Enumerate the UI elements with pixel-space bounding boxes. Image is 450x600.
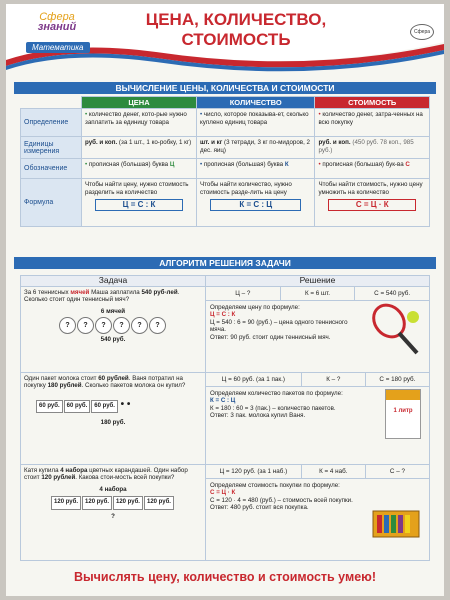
price-formula-text: Чтобы найти цену, нужно стоимость разделить на количество — [85, 181, 189, 196]
quantity-units: шт. и кг (3 тетради, 3 кг по-мидоров, 2 дес. яиц) — [197, 137, 315, 159]
cost-formula-cell — [315, 179, 430, 227]
task-2 — [21, 372, 206, 464]
row-label-notation: Обозначение — [21, 159, 82, 179]
row-label-units: Единицы измерения — [21, 137, 82, 159]
task-1 — [21, 286, 206, 372]
task-3-diagram — [24, 496, 202, 510]
section2-title: АЛГОРИТМ РЕШЕНИЯ ЗАДАЧИ — [14, 257, 436, 269]
price-formula-cell — [82, 179, 197, 227]
price-units: руб. и коп. (за 1 шт., 1 ко-робку, 1 кг) — [82, 137, 197, 159]
ball-placeholder: ? — [131, 317, 148, 334]
solution-1-calc: Ц = 540 : 6 = 90 (руб.) – цена одного теннисного мяча. — [210, 318, 348, 333]
carton-top — [386, 390, 420, 400]
col-solution-header: Решение — [206, 276, 430, 287]
task-3 — [21, 464, 206, 560]
solution-3-cost: С – ? — [389, 467, 405, 475]
subject-label: Математика — [26, 42, 90, 53]
task-2-diagram — [36, 400, 202, 414]
ball-placeholder: ? — [77, 317, 94, 334]
price-definition: • количество денег, кото-рые нужно заплатить за единицу товара — [82, 109, 197, 137]
task-row-3 — [21, 464, 430, 560]
task-row-1 — [21, 286, 430, 372]
page-title — [126, 10, 346, 50]
col-task-header: Задача — [21, 276, 206, 287]
footer-slogan: Вычислять цену, количество и стоимость умею! — [73, 570, 377, 584]
row-definition — [21, 109, 430, 137]
solution-1-determine: Определяем цену по формуле: — [210, 303, 300, 311]
solution-1-quantity: К = 6 шт. — [281, 287, 356, 300]
row-label-formula: Формула — [21, 179, 82, 227]
task-2-total: 180 руб. — [100, 419, 126, 426]
set-price-box: 120 руб. — [51, 496, 81, 510]
publisher-logo — [24, 12, 90, 32]
ball-placeholder: ? — [113, 317, 130, 334]
price-box: 60 руб. — [91, 400, 118, 414]
publisher-mark: Сфера — [410, 24, 434, 40]
solution-2-answer: Ответ: 3 пак. молока купил Ваня. — [210, 412, 306, 419]
set-price-box: 120 руб. — [82, 496, 112, 510]
solution-2 — [206, 372, 430, 464]
cost-formula: С = Ц · К — [328, 199, 416, 210]
solution-2-values — [206, 373, 429, 387]
price-notation: • прописная (большая) буква Ц — [82, 159, 197, 179]
row-label-definition: Определение — [21, 109, 82, 137]
solution-3-formula: С = Ц · К — [210, 489, 236, 496]
solution-1-price: Ц – ? — [206, 287, 281, 300]
cost-formula-text: Чтобы найти стоимость, нужно цену умножить на количество — [318, 181, 423, 196]
section1-title: ВЫЧИСЛЕНИЕ ЦЕНЫ, КОЛИЧЕСТВА И СТОИМОСТИ — [14, 82, 436, 94]
solution-2-formula: К = С : Ц — [210, 397, 236, 404]
col-quantity-header: КОЛИЧЕСТВО — [197, 97, 315, 109]
pencil-set-icon — [371, 505, 423, 539]
title-line-2: СТОИМОСТЬ — [181, 30, 291, 49]
col-price-header: ЦЕНА — [82, 97, 197, 109]
tennis-racket-icon — [367, 301, 425, 359]
algorithm-table-header — [21, 276, 430, 287]
solution-2-cost: С = 180 руб. — [379, 375, 416, 383]
ball-placeholder: ? — [59, 317, 76, 334]
quantity-formula-cell — [197, 179, 315, 227]
solution-3-calc: С = 120 · 4 = 480 (руб.) – стоимость всей покупки. — [210, 496, 353, 504]
solution-3-values — [206, 465, 429, 479]
task-1-diagram — [24, 317, 202, 334]
solution-1-cost: С = 540 руб. — [374, 289, 411, 297]
more-dots: • • — [120, 398, 131, 410]
solution-1-body — [206, 301, 429, 345]
task-1-diagram-label: 6 мячей — [100, 307, 126, 315]
task-3-total: ? — [111, 512, 115, 520]
row-formula — [21, 179, 430, 227]
title-line-1: ЦЕНА, КОЛИЧЕСТВО, — [145, 10, 327, 29]
cost-units: руб. и коп. (450 руб. 78 коп., 985 руб.) — [315, 137, 430, 159]
logo-top-text: Сфера — [39, 11, 75, 23]
task-3-diagram-label: 4 набора — [99, 485, 127, 493]
solution-1-formula: Ц = С : К — [210, 311, 236, 318]
solution-1-answer: Ответ: 90 руб. стоит один теннисный мяч. — [210, 333, 331, 341]
solution-3-price: Ц = 120 руб. (за 1 наб.) — [206, 465, 302, 478]
row-notation — [21, 159, 430, 179]
calc-table — [20, 96, 430, 227]
empty-corner — [21, 97, 82, 109]
solution-2-calc: К = 180 : 60 = 3 (пак.) – количество пакетов. — [210, 404, 336, 412]
cost-definition: • количество денег, затра-ченных на всю покупку — [315, 109, 430, 137]
set-price-box: 120 руб. — [113, 496, 143, 510]
solution-3-quantity: К = 4 наб. — [302, 465, 366, 478]
col-cost-header: СТОИМОСТЬ — [315, 97, 430, 109]
calc-table-header — [21, 97, 430, 109]
cost-notation: • прописная (большая) бук-ва С — [315, 159, 430, 179]
solution-3-determine: Определяем стоимость покупки по формуле: — [210, 481, 340, 489]
solution-2-quantity: К – ? — [302, 373, 366, 386]
task-2-text: Один пакет молока стоит 60 рублей. Ваня потратил на покупку 180 рублей. Сколько пакетов молока он купил? — [24, 374, 186, 389]
solution-2-determine: Определяем количество пакетов по формуле: — [210, 389, 343, 397]
logo-bottom-text: знаний — [37, 21, 77, 33]
quantity-notation: • прописная (большая) буква К — [197, 159, 315, 179]
task-3-text: Катя купила 4 набора цветных карандашей. Один набор стоит 120 рублей. Какова стои-мость всей покупки? — [24, 466, 188, 481]
algorithm-table — [20, 275, 430, 561]
price-box: 60 руб. — [64, 400, 91, 414]
solution-2-body — [206, 387, 429, 423]
ball-placeholder: ? — [149, 317, 166, 334]
quantity-formula-text: Чтобы найти количество, нужно стоимость разде-лить на цену — [200, 181, 292, 196]
solution-1 — [206, 286, 430, 372]
set-price-box: 120 руб. — [144, 496, 174, 510]
task-row-2 — [21, 372, 430, 464]
poster — [6, 4, 444, 596]
solution-3 — [206, 464, 430, 560]
task-1-text: За 6 теннисных мячей Маша заплатила 540 руб-лей. Сколько стоит один теннисный мяч? — [24, 288, 180, 303]
milk-label: 1 литр — [393, 407, 413, 414]
quantity-formula: К = С : Ц — [210, 199, 301, 210]
price-formula: Ц = С : К — [95, 199, 183, 210]
solution-2-price: Ц = 60 руб. (за 1 пак.) — [206, 373, 302, 386]
row-units — [21, 137, 430, 159]
solution-3-answer: Ответ: 480 руб. стоит вся покупка. — [210, 504, 309, 511]
ball-placeholder: ? — [95, 317, 112, 334]
task-1-total: 540 руб. — [100, 336, 126, 343]
quantity-definition: • число, которое показыва-ет, сколько куплено единиц товара — [197, 109, 315, 137]
solution-3-body — [206, 479, 429, 515]
price-box: 60 руб. — [36, 400, 63, 414]
milk-carton-icon — [385, 389, 421, 439]
solution-1-values — [206, 287, 429, 301]
header — [6, 4, 444, 72]
